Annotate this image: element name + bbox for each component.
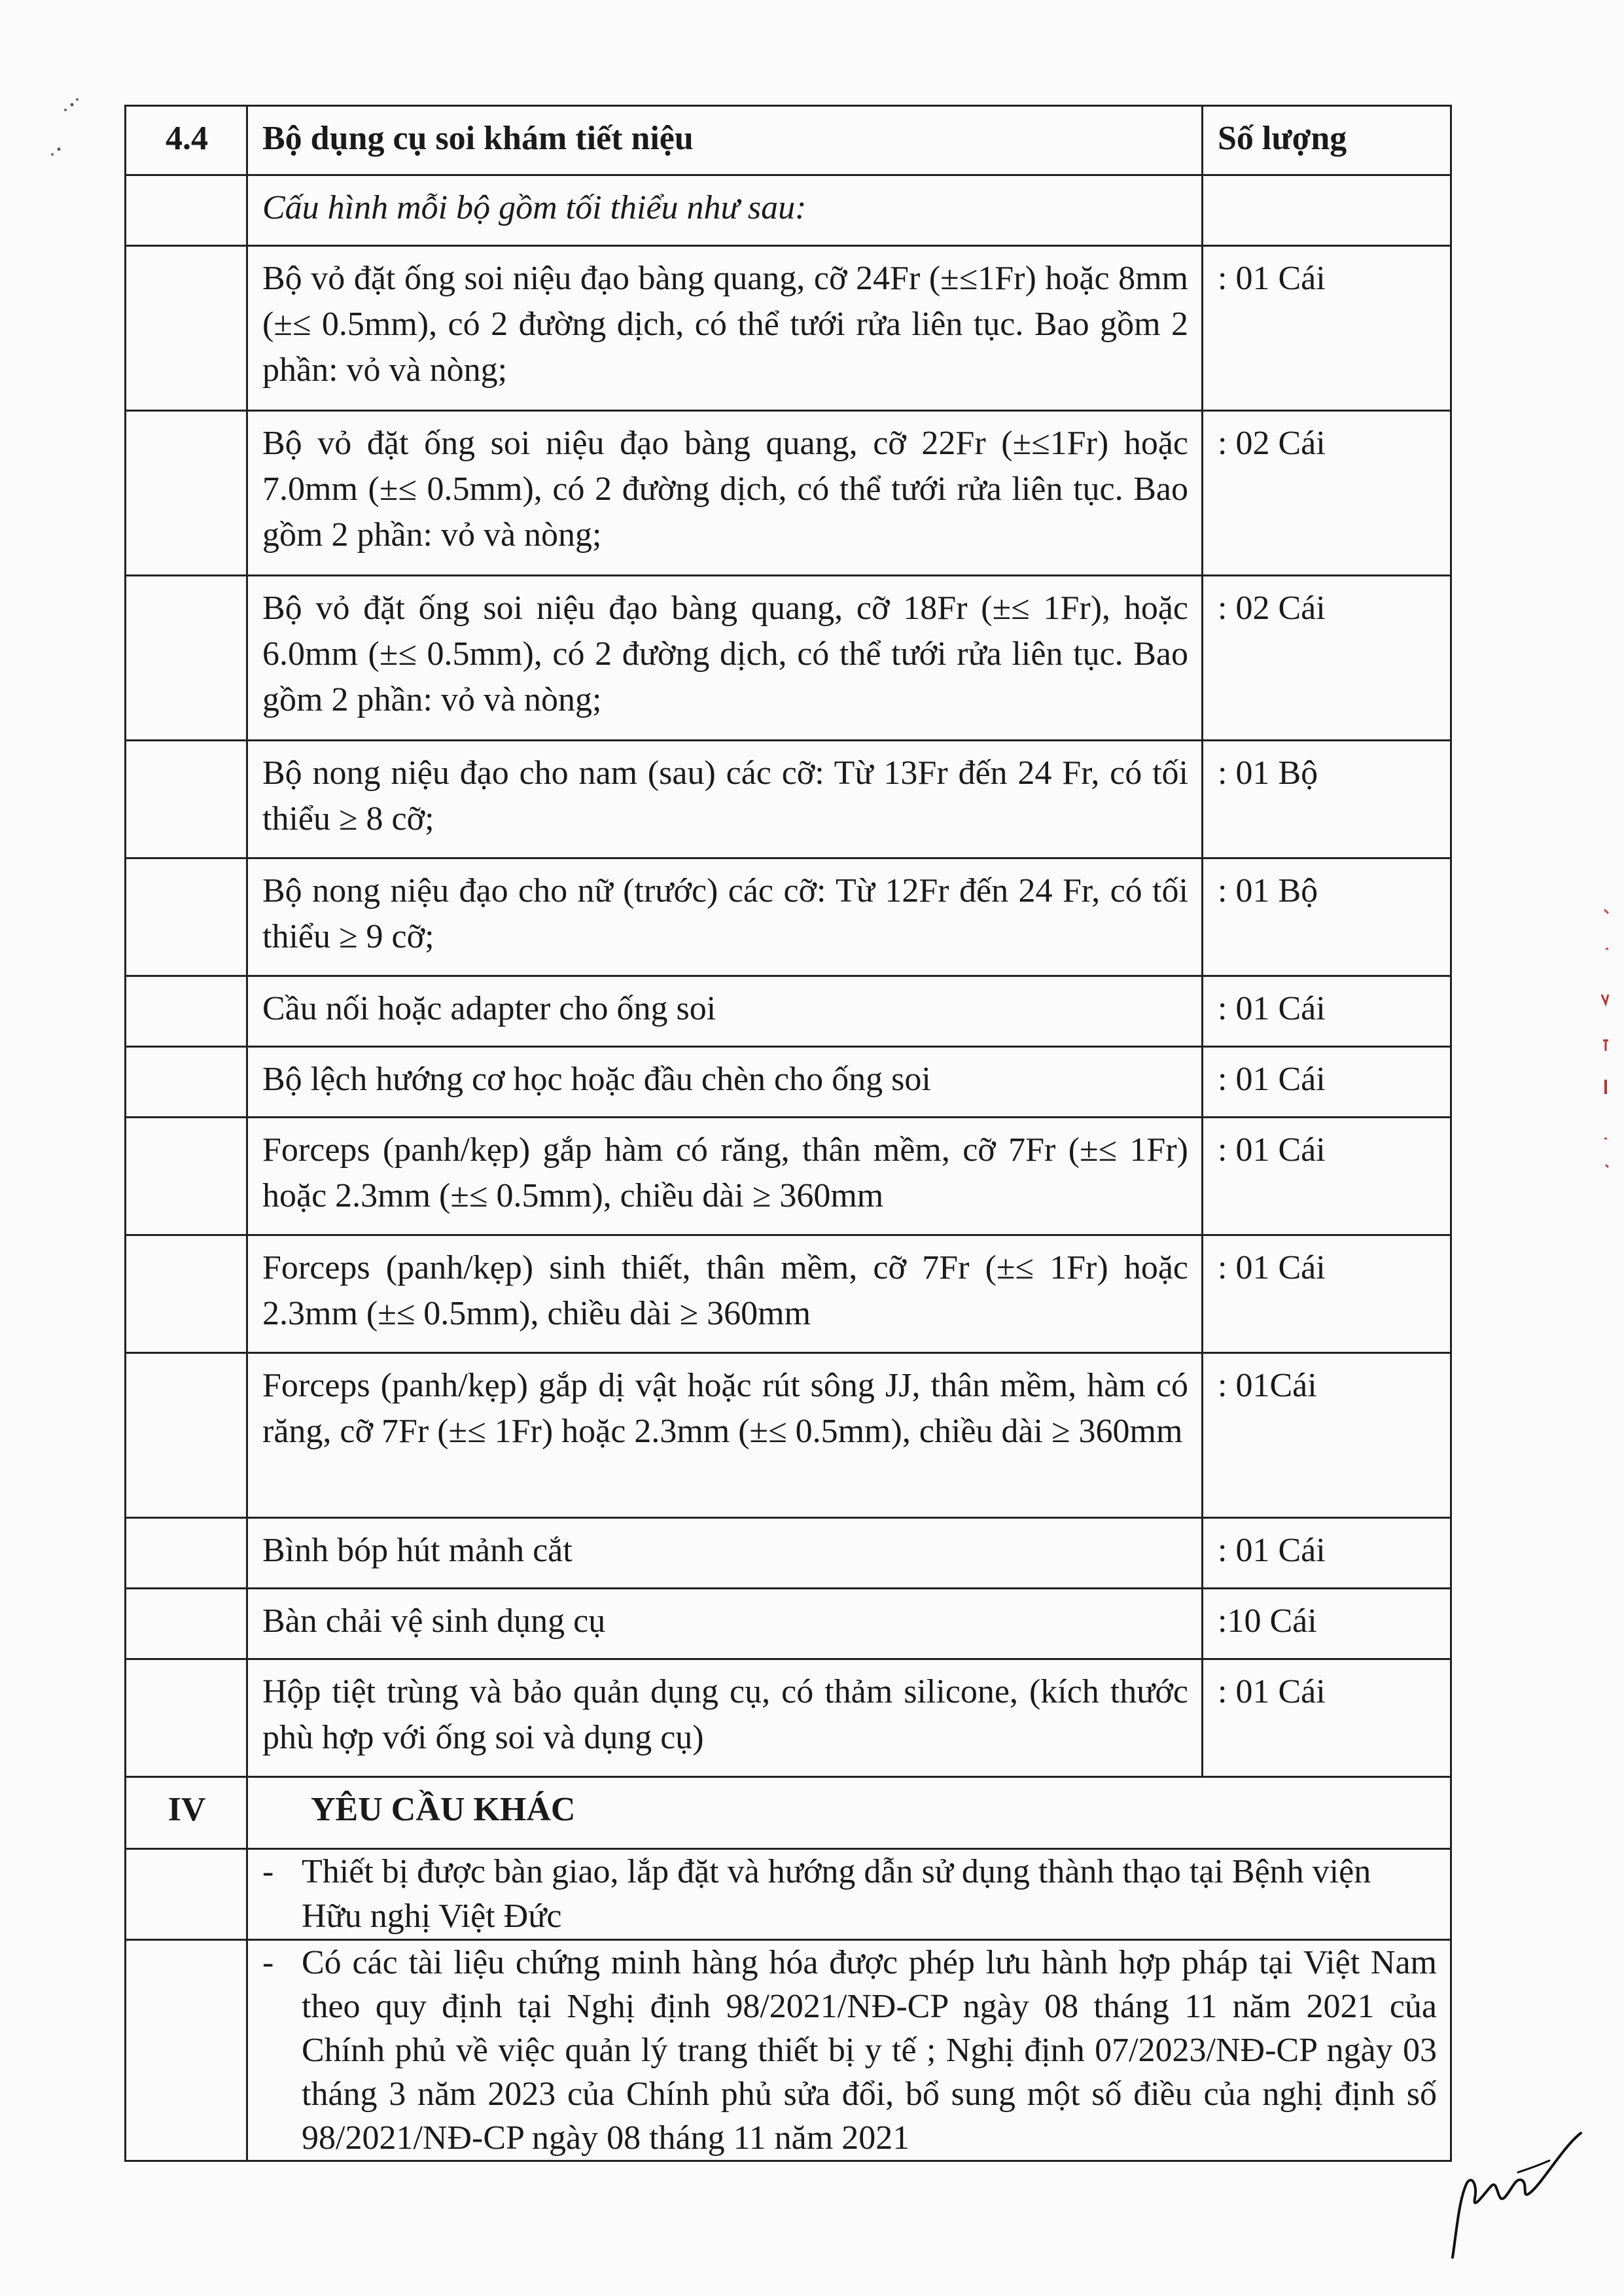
item-description: Bình bóp hút mảnh cắt bbox=[247, 1518, 1203, 1589]
table-row bbox=[126, 411, 1451, 576]
item-description: Bộ nong niệu đạo cho nữ (trước) các cỡ: Từ 12Fr đến 24 Fr, có tối thiểu ≥ 9 cỡ; bbox=[247, 858, 1203, 976]
requirement-row bbox=[126, 1940, 1451, 2161]
empty-cell bbox=[126, 246, 247, 411]
item-description: Bộ vỏ đặt ống soi niệu đạo bàng quang, cỡ 24Fr (±≤1Fr) hoặc 8mm (±≤ 0.5mm), có 2 đường dịch, có thể tưới rửa liên tục. Bao gồm 2 phần: vỏ và nòng; bbox=[247, 246, 1203, 411]
config-note-row bbox=[126, 175, 1451, 246]
table-row bbox=[126, 1589, 1451, 1659]
item-quantity: : 01 Cái bbox=[1203, 1235, 1451, 1353]
item-quantity: : 01 Cái bbox=[1203, 1659, 1451, 1777]
spec-table bbox=[124, 105, 1452, 2162]
item-description: Forceps (panh/kẹp) sinh thiết, thân mềm, cỡ 7Fr (±≤ 1Fr) hoặc 2.3mm (±≤ 0.5mm), chiều dài ≥ 360mm bbox=[247, 1235, 1203, 1353]
section-number: IV bbox=[126, 1777, 247, 1849]
list-dash: - bbox=[262, 1944, 274, 1981]
signature bbox=[1439, 2120, 1597, 2280]
empty-cell bbox=[126, 976, 247, 1047]
table-row bbox=[126, 1235, 1451, 1353]
table-row bbox=[126, 1047, 1451, 1118]
requirement-row bbox=[126, 1849, 1451, 1940]
requirement-cell bbox=[247, 1849, 1451, 1940]
item-quantity: : 01 Cái bbox=[1203, 976, 1451, 1047]
item-description: Bộ vỏ đặt ống soi niệu đạo bàng quang, cỡ 22Fr (±≤1Fr) hoặc 7.0mm (±≤ 0.5mm), có 2 đường dịch, có thể tưới rửa liên tục. Bao gồm 2 phần: vỏ và nòng; bbox=[247, 411, 1203, 576]
item-quantity: : 02 Cái bbox=[1203, 411, 1451, 576]
item-quantity: : 01 Cái bbox=[1203, 246, 1451, 411]
item-quantity: :10 Cái bbox=[1203, 1589, 1451, 1659]
item-description: Hộp tiệt trùng và bảo quản dụng cụ, có thảm silicone, (kích thước phù hợp với ống soi và dụng cụ) bbox=[247, 1659, 1203, 1777]
empty-cell bbox=[1203, 175, 1451, 246]
empty-cell bbox=[126, 858, 247, 976]
item-quantity: : 01 Cái bbox=[1203, 1518, 1451, 1589]
requirement-text: Thiết bị được bàn giao, lắp đặt và hướng dẫn sử dụng thành thạo tại Bệnh viện Hữu nghị Việt Đức bbox=[302, 1853, 1371, 1935]
empty-cell bbox=[126, 411, 247, 576]
item-description: Cầu nối hoặc adapter cho ống soi bbox=[247, 976, 1203, 1047]
item-description: Forceps (panh/kẹp) gắp hàm có răng, thân mềm, cỡ 7Fr (±≤ 1Fr) hoặc 2.3mm (±≤ 0.5mm), chiều dài ≥ 360mm bbox=[247, 1118, 1203, 1235]
empty-cell bbox=[126, 741, 247, 858]
item-quantity: : 01 Bộ bbox=[1203, 858, 1451, 976]
item-title: Bộ dụng cụ soi khám tiết niệu bbox=[247, 106, 1203, 175]
empty-cell bbox=[126, 175, 247, 246]
config-note: Cấu hình mỗi bộ gồm tối thiểu như sau: bbox=[247, 175, 1203, 246]
table-row bbox=[126, 576, 1451, 741]
item-quantity: : 01 Cái bbox=[1203, 1047, 1451, 1118]
item-description: Bộ nong niệu đạo cho nam (sau) các cỡ: Từ 13Fr đến 24 Fr, có tối thiểu ≥ 8 cỡ; bbox=[247, 741, 1203, 858]
table-row bbox=[126, 1353, 1451, 1518]
item-quantity: : 01 Cái bbox=[1203, 1118, 1451, 1235]
table-row bbox=[126, 1118, 1451, 1235]
item-description: Forceps (panh/kẹp) gắp dị vật hoặc rút sông JJ, thân mềm, hàm có răng, cỡ 7Fr (±≤ 1Fr) hoặc 2.3mm (±≤ 0.5mm), chiều dài ≥ 360mm bbox=[247, 1353, 1203, 1518]
item-number: 4.4 bbox=[126, 106, 247, 175]
table-row bbox=[126, 1659, 1451, 1777]
empty-cell bbox=[126, 1118, 247, 1235]
table-row bbox=[126, 246, 1451, 411]
table-row bbox=[126, 858, 1451, 976]
empty-cell bbox=[126, 1849, 247, 1940]
item-quantity: : 01Cái bbox=[1203, 1353, 1451, 1518]
empty-cell bbox=[126, 1659, 247, 1777]
table-header-row bbox=[126, 106, 1451, 175]
requirement-cell bbox=[247, 1940, 1451, 2161]
empty-cell bbox=[126, 1235, 247, 1353]
empty-cell bbox=[126, 1047, 247, 1118]
empty-cell bbox=[126, 1589, 247, 1659]
requirement-text: Có các tài liệu chứng minh hàng hóa được phép lưu hành hợp pháp tại Việt Nam theo quy định tại Nghị định 98/2021/NĐ-CP ngày 08 tháng 11 năm 2021 của Chính phủ về việc quản lý trang thiết bị y tế ; Nghị định 07/2023/NĐ-CP ngày 03 tháng 3 năm 2023 của Chính phủ sửa đổi, bổ sung một số điều của nghị định số 98/2021/NĐ-CP ngày 08 tháng 11 năm 2021 bbox=[302, 1944, 1437, 2157]
item-description: Bộ lệch hướng cơ học hoặc đầu chèn cho ống soi bbox=[247, 1047, 1203, 1118]
list-dash: - bbox=[262, 1853, 274, 1890]
empty-cell bbox=[126, 576, 247, 741]
item-description: Bộ vỏ đặt ống soi niệu đạo bàng quang, cỡ 18Fr (±≤ 1Fr), hoặc 6.0mm (±≤ 0.5mm), có 2 đường dịch, có thể tưới rửa liên tục. Bao gồm 2 phần: vỏ và nòng; bbox=[247, 576, 1203, 741]
edge-marks bbox=[1591, 903, 1617, 1181]
table-row bbox=[126, 976, 1451, 1047]
quantity-header: Số lượng bbox=[1203, 106, 1451, 175]
empty-cell bbox=[126, 1940, 247, 2161]
item-quantity: : 02 Cái bbox=[1203, 576, 1451, 741]
item-quantity: : 01 Bộ bbox=[1203, 741, 1451, 858]
section-header-row bbox=[126, 1777, 1451, 1849]
table-row bbox=[126, 1518, 1451, 1589]
item-description: Bàn chải vệ sinh dụng cụ bbox=[247, 1589, 1203, 1659]
empty-cell bbox=[126, 1353, 247, 1518]
table-row bbox=[126, 741, 1451, 858]
scan-dots bbox=[46, 92, 85, 173]
empty-cell bbox=[126, 1518, 247, 1589]
section-title: YÊU CẦU KHÁC bbox=[247, 1777, 1451, 1849]
